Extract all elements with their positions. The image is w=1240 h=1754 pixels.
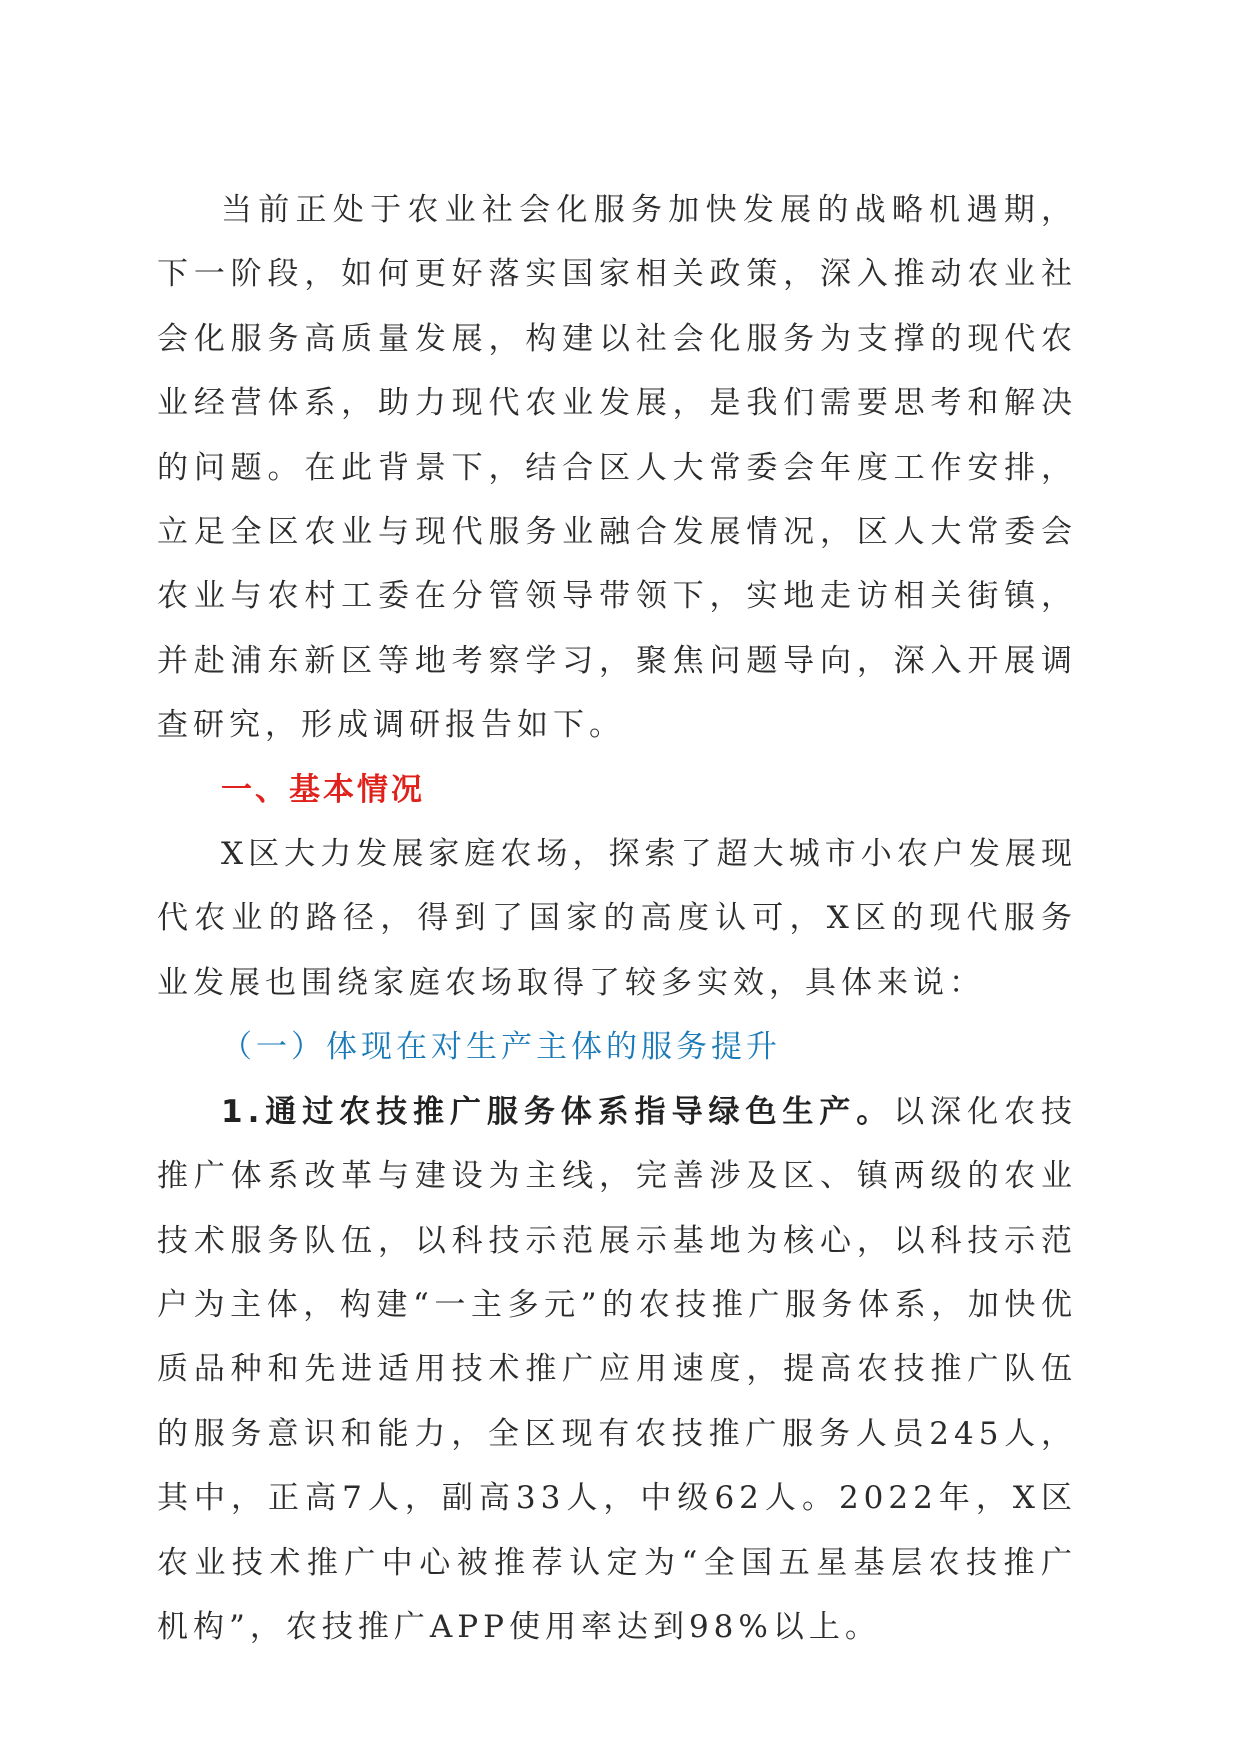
document-body — [157, 178, 1077, 1659]
subsection-heading-service-upgrade: （一）体现在对生产主体的服务提升 — [221, 1029, 781, 1066]
item-1-paragraph — [157, 1080, 1077, 1660]
item-1-body: 以深化农技推广体系改革与建设为主线，完善涉及区、镇两级的农业技术服务队伍，以科技示范展示基地为核心，以科技示范户为主体，构建“一主多元”的农技推广服务体系，加快优质品种和先进适用技术推广应用速度，提高农技推广队伍的服务意识和能力，全区现有农技推广服务人员245人，其中，正高7人，副高33人，中级62人。2022年，X区农业技术推广中心被推荐认定为“全国五星基层农技推广机构”，农技推广APP使用率达到98%以上。 — [157, 1093, 1077, 1645]
section-heading-basic-situation: 一、基本情况 — [221, 771, 425, 808]
section-1-paragraph: X区大力发展家庭农场，探索了超大城市小农户发展现代农业的路径，得到了国家的高度认可，X区的现代服务业发展也围绕家庭农场取得了较多实效，具体来说： — [157, 836, 1077, 1001]
item-1-lead: 1.通过农技推广服务体系指导绿色生产。 — [221, 1093, 894, 1130]
intro-paragraph: 当前正处于农业社会化服务加快发展的战略机遇期，下一阶段，如何更好落实国家相关政策，深入推动农业社会化服务高质量发展，构建以社会化服务为支撑的现代农业经营体系，助力现代农业发展，是我们需要思考和解决的问题。在此背景下，结合区人大常委会年度工作安排，立足全区农业与现代服务业融合发展情况，区人大常委会农业与农村工委在分管领导带领下，实地走访相关街镇，并赴浦东新区等地考察学习，聚焦问题导向，深入开展调查研究，形成调研报告如下。 — [157, 192, 1077, 744]
